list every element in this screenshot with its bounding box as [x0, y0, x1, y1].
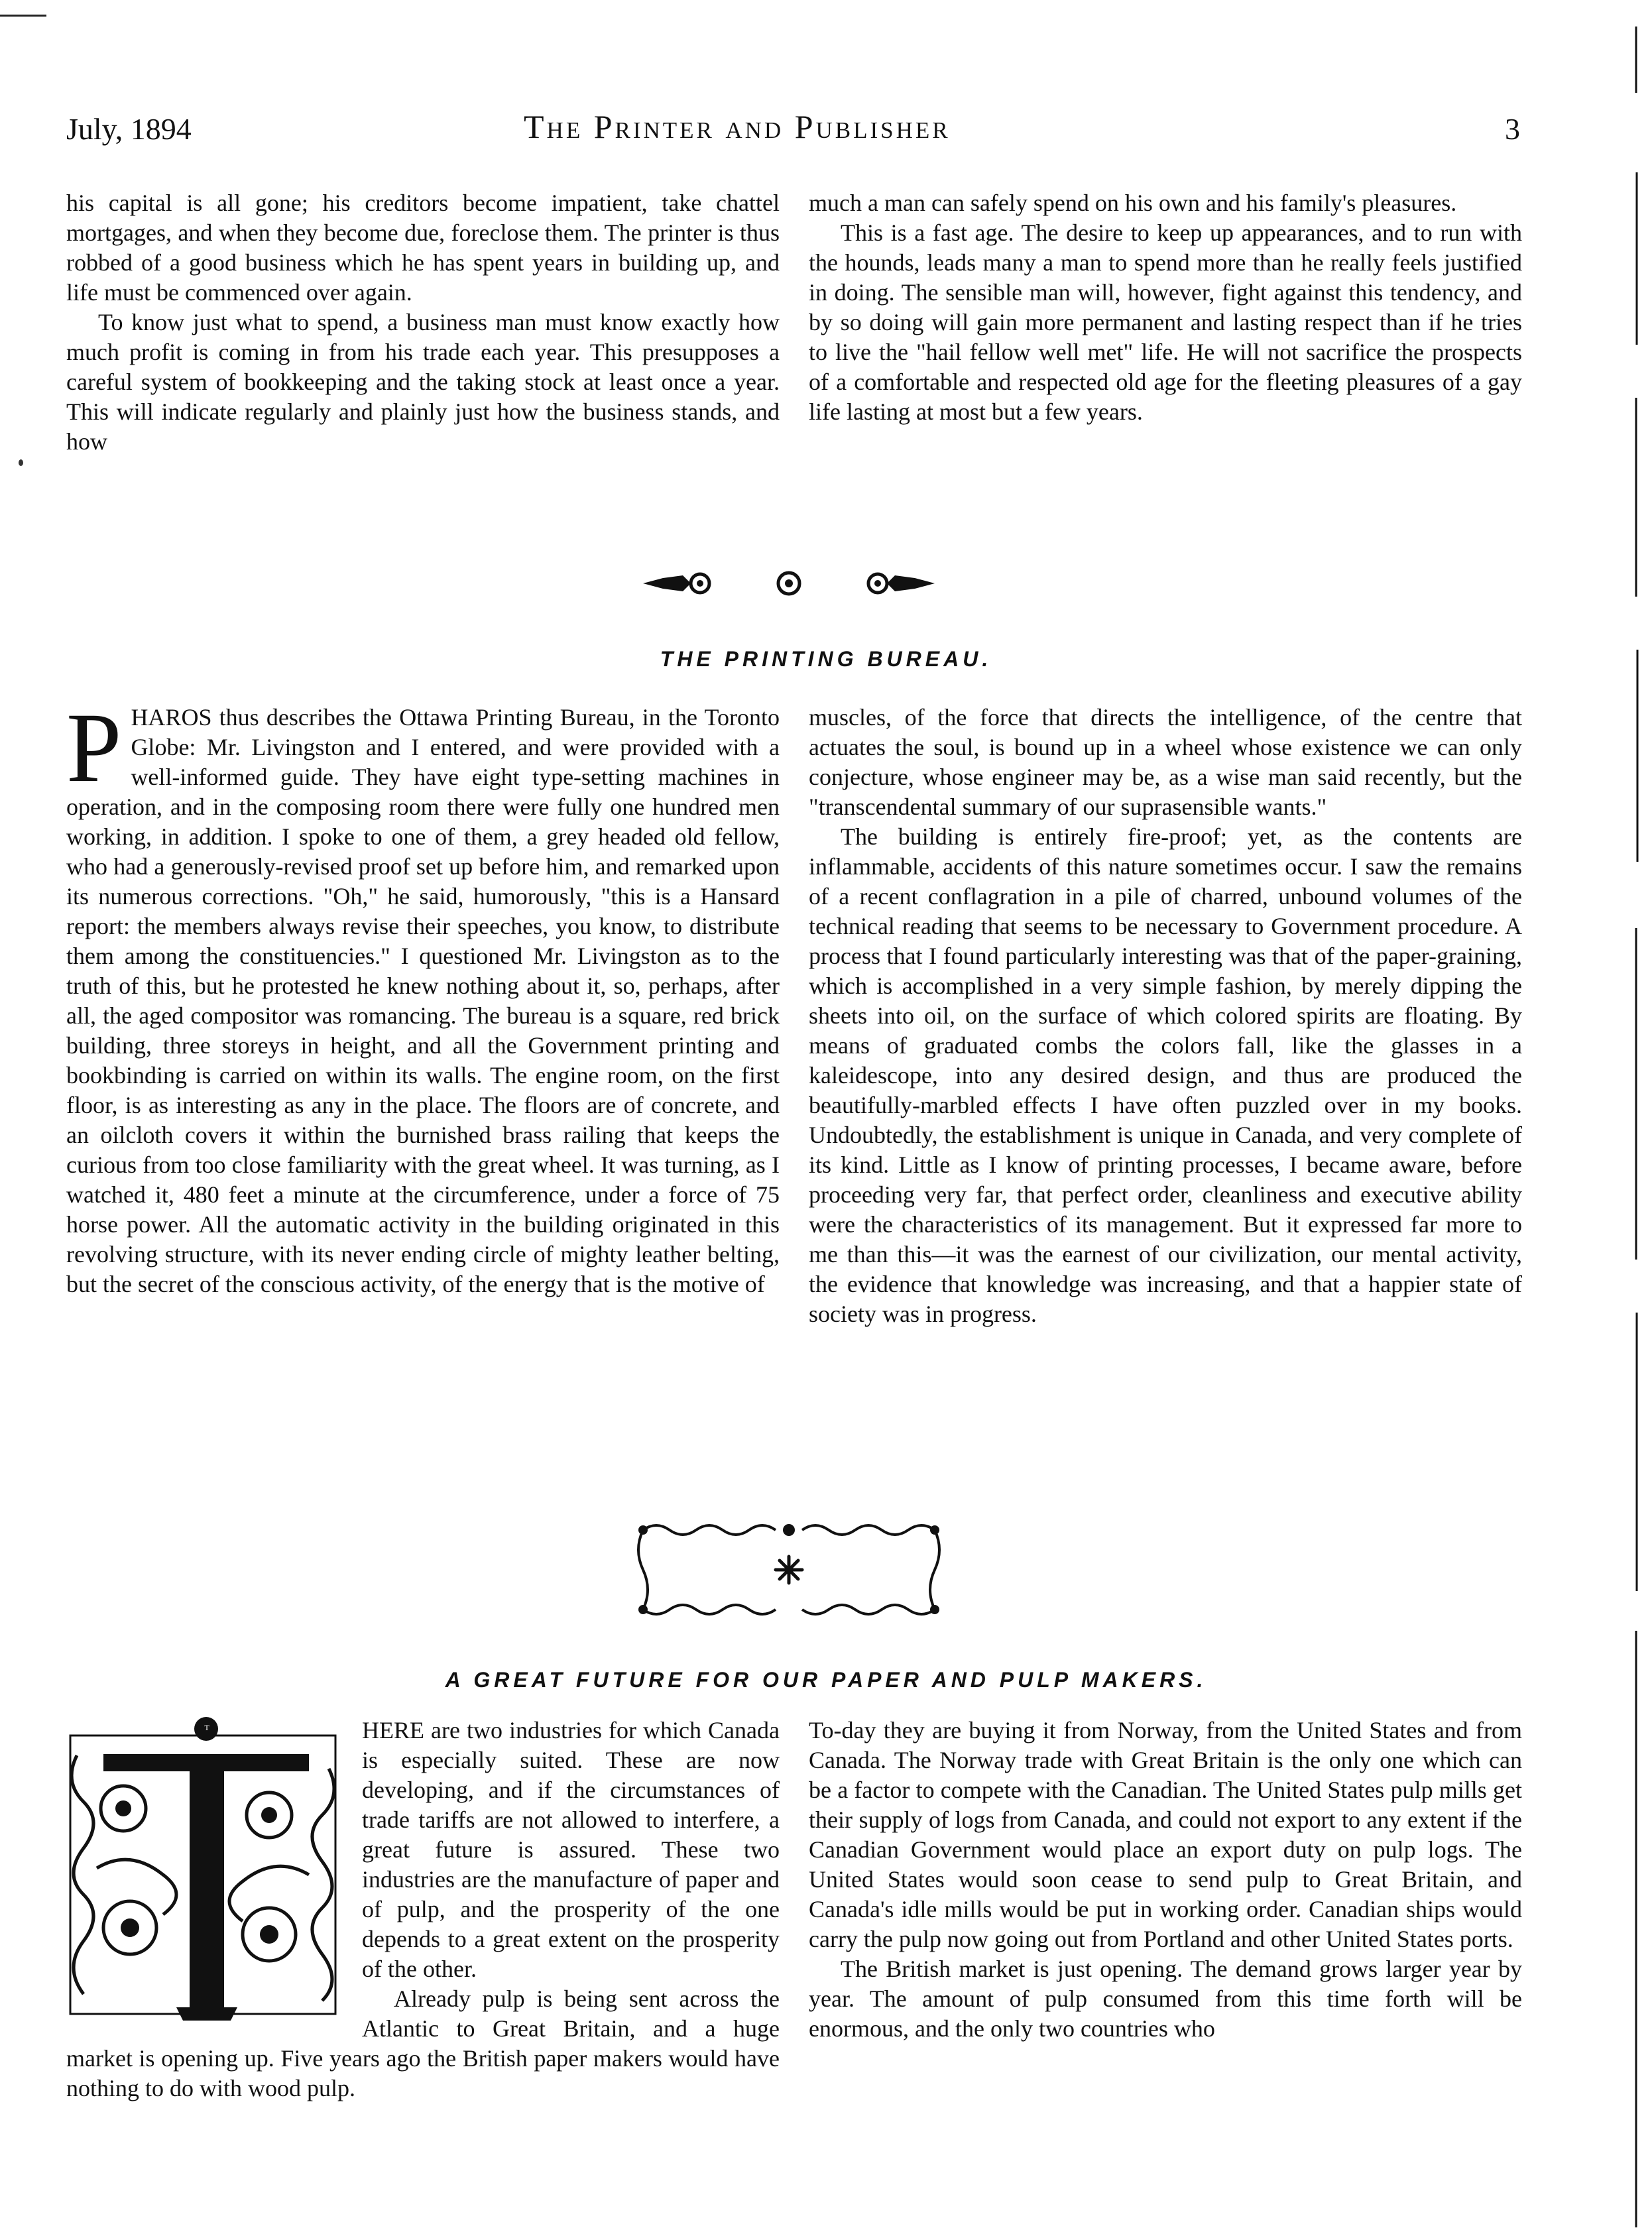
- paragraph: much a man can safely spend on his own and his family's pleasures.: [809, 190, 1457, 216]
- paragraph: To know just what to spend, a business man must know exactly how much profit is coming in from his trade each year. This presupposes a careful system of bookkeeping and the taking stock at least once a year. This will indicate regularly and plainly just how the business stands, and how: [66, 309, 780, 455]
- bureau-column-left: [66, 693, 780, 1299]
- drop-cap-letter: T: [204, 1723, 209, 1732]
- paragraph: The British market is just opening. The demand grows larger year by year. The amount of pulp consumed from this time forth will be enormous, and the only two countries who: [809, 1956, 1522, 2042]
- paragraph: his capital is all gone; his creditors become impatient, take chattel mortgages, and when they become due, foreclose them. The printer is thus robbed of a good business which he has spent years in building up, and life must be commenced over again.: [66, 190, 780, 306]
- scan-edge-rule: [1632, 0, 1641, 2238]
- scan-speck: [19, 459, 23, 466]
- paragraph: [66, 693, 780, 1299]
- bureau-column-right: [809, 703, 1522, 1329]
- issue-date: July, 1894: [66, 112, 192, 146]
- intro-column-left: [66, 188, 780, 457]
- paragraph-text: HAROS thus describes the Ottawa Printing Bureau, in the Toronto Globe: Mr. Livingston and I entered, and were provided with a well-informed guide. They have eight type-setting machines in operation, and in the composing room there were fully one hundred men working, in addition. I spoke to one of them, a grey headed old fellow, who had a generously-revised proof set up before him, and remarked upon its numerous corrections. "Oh," he said, humorously, "this is a Hansard report: the members always revise their speeches, you know, to distribute them among the constituencies." I questioned Mr. Livingston as to the truth of this, but he protested he knew nothing about it, so, perhaps, after all, the aged compositor was romancing. The bureau is a square, red brick building, three storeys in height, and all the Government printing and bookbinding is carried on within its walls. The engine room, on the first floor, is as interesting as any in the place. The floors are of concrete, and an oilcloth covers it within the burnished brass railing that keeps the curious from too close familiarity with the great wheel. It was turning, as I watched it, 480 feet a minute at the circumference, under a force of 75 horse power. All the automatic activity in the building originated in this revolving structure, with its never ending circle of mighty leather belting, but the secret of the conscious activity, of the energy that is the motive of: [66, 704, 780, 1297]
- publication-title: The Printer and Publisher: [524, 108, 951, 145]
- paragraph-text: HERE are two industries for which Canada is especially suited. These are now developing, and if the circumstances of trade tariffs are not allowed to interfere, a great future is assured. These two industries are the manufacture of paper and of pulp, and the prosperity of the one depends to a great extent on the prosperity of the other.: [362, 1717, 780, 1982]
- paragraph: Already pulp is being sent across the Atlantic to Great Britain, and a huge market is opening up. Five years ago the British paper makers would have nothing to do with wood pulp.: [66, 1985, 780, 2101]
- ornamental-drop-cap: [57, 1716, 355, 2027]
- page-number: 3: [1505, 112, 1520, 146]
- future-column-right: [809, 1716, 1522, 2044]
- paragraph: [66, 1716, 780, 1984]
- ornamental-divider: [636, 563, 941, 603]
- paragraph: muscles, of the force that directs the intelligence, of the centre that actuates the soul, is bound up in a wheel whose existence we can only conjecture, whose engineer may be, as a wise man said recently, but the "transcendental summary of our suprasensible wants.": [809, 704, 1522, 820]
- ornamental-frame: [630, 1517, 948, 1623]
- future-column-left: [66, 1716, 780, 2103]
- intro-column-right: [809, 188, 1522, 427]
- paragraph: The building is entirely fire-proof; yet, as the contents are inflammable, accidents of this nature sometimes occur. I saw the remains of a recent conflagration in a pile of charred, unbound volumes of the technical reading that seems to be necessary to Government procedure. A process that I found particularly interesting was that of the paper-graining, which is accomplished in a very simple fashion, by merely dipping the sheets into oil, on the surface of which colored spirits are floating. By means of graduated combs the colors fall, like the glasses in a kaleidescope, into any desired design, and thus are produced the beautifully-marbled effects I have often puzzled over in my books. Undoubtedly, the establishment is unique in Canada, and very complete of its kind. Little as I know of printing processes, I became aware, before proceeding very far, that perfect order, cleanliness and executive ability were the characteristics of its management. But it expressed far more to me than this—it was the earnest of our civilization, our mental activity, the evidence that knowledge was increasing, and that a happier state of society was in progress.: [809, 823, 1522, 1327]
- paragraph: This is a fast age. The desire to keep up appearances, and to run with the hounds, leads many a man to spend more than he really feels justified in doing. The sensible man will, however, fight against this tendency, and by so doing will gain more permanent and lasting respect than if he tries to live the "hail fellow well met" life. He will not sacrifice the prospects of a comfortable and respected old age for the fleeting pleasures of a gay life lasting at most but a few years.: [809, 219, 1522, 425]
- section-title-printing-bureau: THE PRINTING BUREAU.: [660, 647, 992, 671]
- section-title-great-future: A GREAT FUTURE FOR OUR PAPER AND PULP MAKERS.: [445, 1668, 1207, 1692]
- drop-cap: P: [66, 693, 122, 803]
- corner-rule: [0, 15, 46, 17]
- running-header: [0, 105, 1652, 151]
- paragraph: To-day they are buying it from Norway, from the United States and from Canada. The Norway trade with Great Britain is the only one which can be a factor to compete with the Canadian. The United States pulp mills get their supply of logs from Canada, and could not export to any extent if the Canadian Government would place an export duty on pulp logs. The United States would soon cease to send pulp to Great Britain, and Canada's idle mills would be put in working order. Canadian ships would carry the pulp now going out from Portland and other United States ports.: [809, 1717, 1522, 1952]
